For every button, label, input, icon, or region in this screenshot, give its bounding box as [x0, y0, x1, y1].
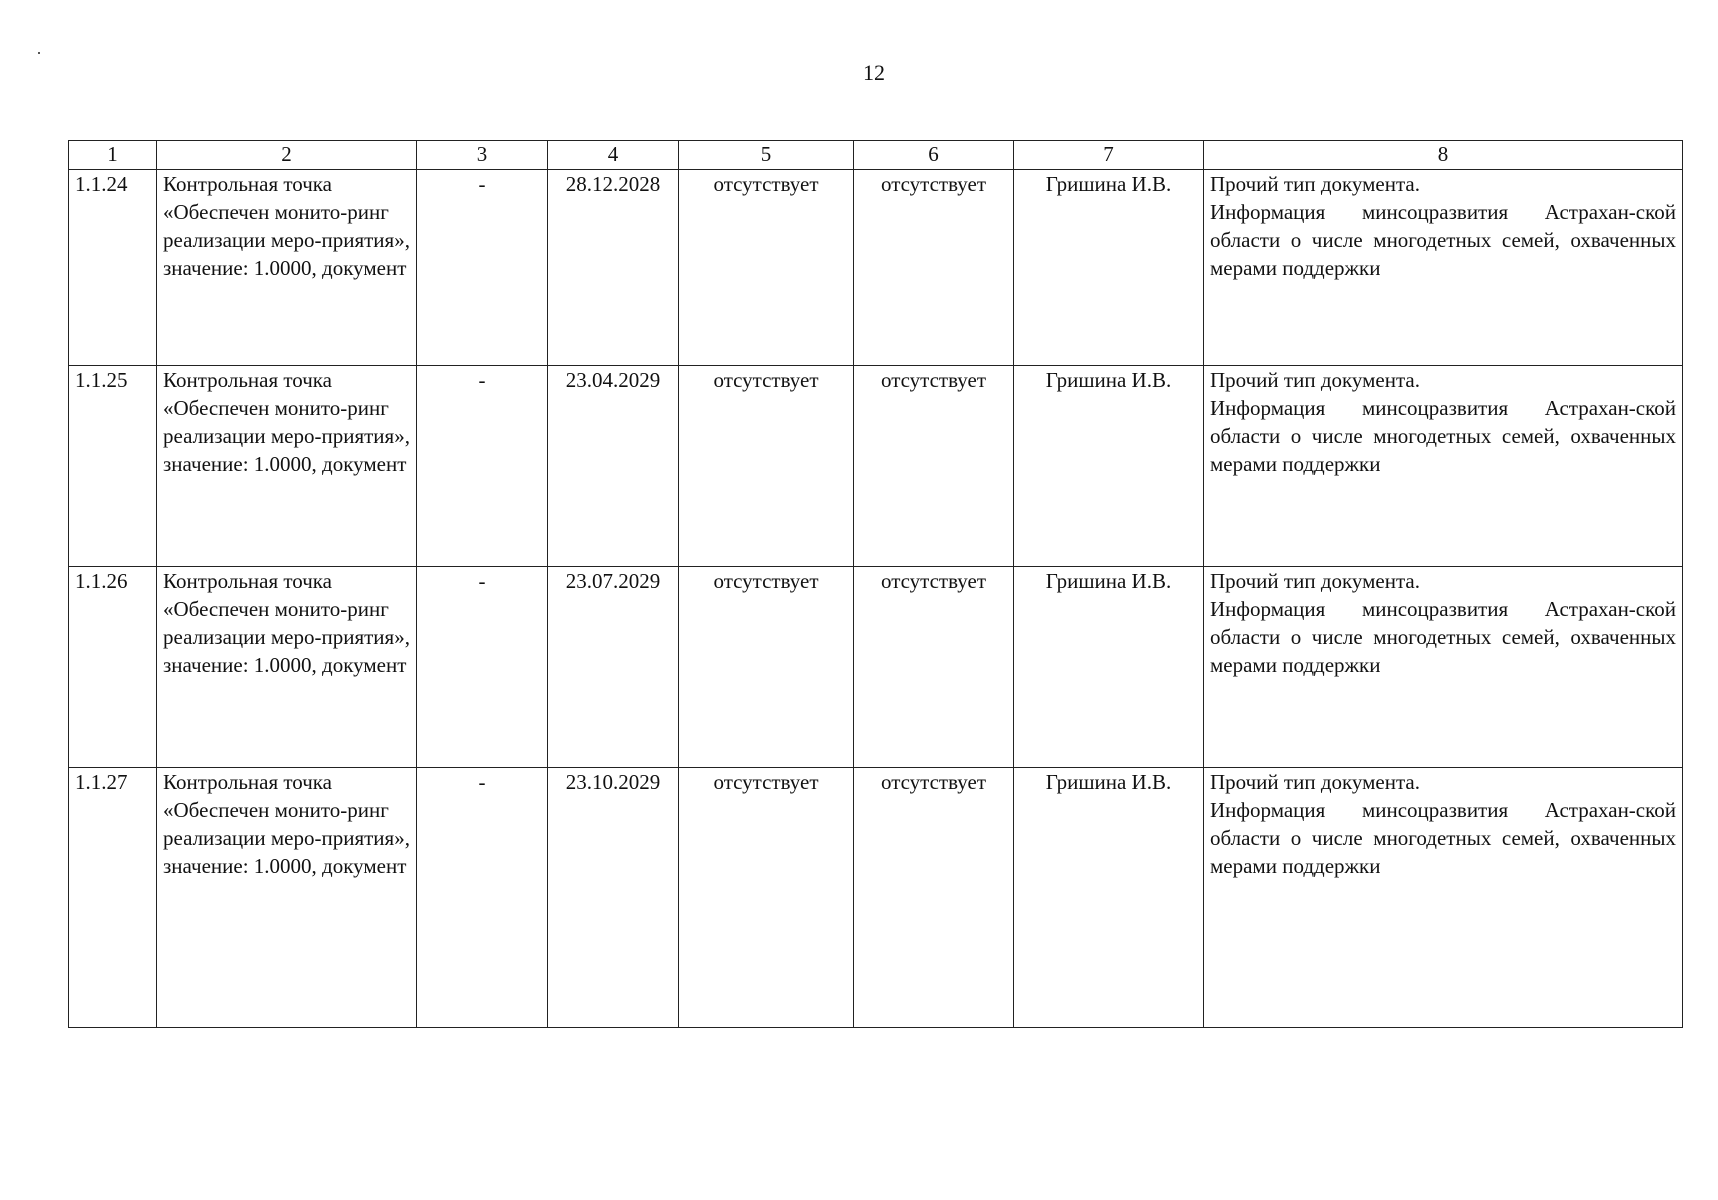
- table-row: [69, 170, 1683, 366]
- header-col-2: 2: [157, 141, 417, 170]
- document-cell: [1204, 366, 1683, 567]
- header-col-5: 5: [679, 141, 854, 170]
- due-date: 23.07.2029: [548, 567, 679, 768]
- col3-value: -: [417, 768, 548, 1028]
- header-col-7: 7: [1014, 141, 1204, 170]
- responsible-person: Гришина И.В.: [1014, 170, 1204, 366]
- document-cell: [1204, 170, 1683, 366]
- responsible-person: Гришина И.В.: [1014, 768, 1204, 1028]
- responsible-person: Гришина И.В.: [1014, 567, 1204, 768]
- control-point-name: Контрольная точка «Обеспечен монито-ринг реализации меро-приятия», значение: 1.0000, документ: [157, 567, 417, 768]
- row-number: 1.1.24: [69, 170, 157, 366]
- document-type: Прочий тип документа.: [1210, 770, 1420, 794]
- row-number: 1.1.25: [69, 366, 157, 567]
- document-type: Прочий тип документа.: [1210, 368, 1420, 392]
- col5-value: отсутствует: [679, 366, 854, 567]
- document-description: Информация минсоцразвития Астрахан-ской области о числе многодетных семей, охваченных мерами поддержки: [1210, 597, 1676, 677]
- responsible-person: Гришина И.В.: [1014, 366, 1204, 567]
- col6-value: отсутствует: [854, 170, 1014, 366]
- control-points-table: [68, 140, 1683, 1028]
- document-type: Прочий тип документа.: [1210, 569, 1420, 593]
- document-cell: [1204, 567, 1683, 768]
- col5-value: отсутствует: [679, 170, 854, 366]
- col3-value: -: [417, 567, 548, 768]
- header-col-1: 1: [69, 141, 157, 170]
- due-date: 23.10.2029: [548, 768, 679, 1028]
- col6-value: отсутствует: [854, 567, 1014, 768]
- header-col-6: 6: [854, 141, 1014, 170]
- table-row: [69, 567, 1683, 768]
- col5-value: отсутствует: [679, 567, 854, 768]
- row-number: 1.1.26: [69, 567, 157, 768]
- document-description: Информация минсоцразвития Астрахан-ской области о числе многодетных семей, охваченных мерами поддержки: [1210, 200, 1676, 280]
- col6-value: отсутствует: [854, 366, 1014, 567]
- page-number: 12: [863, 60, 885, 85]
- col3-value: -: [417, 170, 548, 366]
- document-description: Информация минсоцразвития Астрахан-ской области о числе многодетных семей, охваченных мерами поддержки: [1210, 396, 1676, 476]
- table-row: [69, 366, 1683, 567]
- col3-value: -: [417, 366, 548, 567]
- control-point-name: Контрольная точка «Обеспечен монито-ринг реализации меро-приятия», значение: 1.0000, документ: [157, 768, 417, 1028]
- document-cell: [1204, 768, 1683, 1028]
- due-date: 28.12.2028: [548, 170, 679, 366]
- header-col-8: 8: [1204, 141, 1683, 170]
- document-type: Прочий тип документа.: [1210, 172, 1420, 196]
- col6-value: отсутствует: [854, 768, 1014, 1028]
- row-number: 1.1.27: [69, 768, 157, 1028]
- header-col-4: 4: [548, 141, 679, 170]
- control-point-name: Контрольная точка «Обеспечен монито-ринг реализации меро-приятия», значение: 1.0000, документ: [157, 170, 417, 366]
- due-date: 23.04.2029: [548, 366, 679, 567]
- col5-value: отсутствует: [679, 768, 854, 1028]
- header-col-3: 3: [417, 141, 548, 170]
- scan-speck: [38, 52, 40, 54]
- table-row: [69, 768, 1683, 1028]
- header-row: [69, 141, 1683, 170]
- control-point-name: Контрольная точка «Обеспечен монито-ринг реализации меро-приятия», значение: 1.0000, документ: [157, 366, 417, 567]
- document-description: Информация минсоцразвития Астрахан-ской области о числе многодетных семей, охваченных мерами поддержки: [1210, 798, 1676, 878]
